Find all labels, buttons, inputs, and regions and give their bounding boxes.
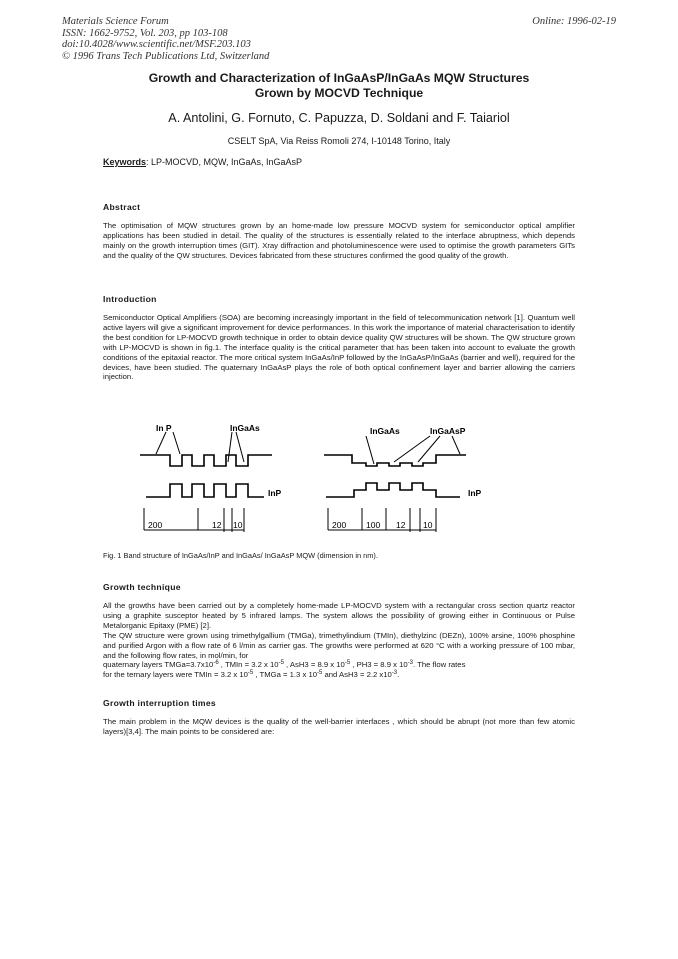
introduction-heading: Introduction: [103, 294, 157, 304]
right-dim-12: 12: [396, 520, 406, 530]
flow-rates-ternary: for the ternary layers were TMIn = 3.2 x $10^{-5}$ , TMGa = 1.3 x $10^{-5}$ and AsH3 = 2.2 $x10^{-3}$.: [103, 670, 400, 680]
growth-interruption-heading: Growth interruption times: [103, 698, 217, 708]
figure-caption: Fig. 1 Band structure of InGaAs/InP and InGaAs/ InGaAsP MQW (dimension in nm).: [103, 551, 378, 560]
journal-name: Materials Science Forum: [62, 16, 169, 27]
growth-paragraph-1: All the growths have been carried out by a completely home-made LP-MOCVD system with a rectangular cross section quartz reactor using a graphite susceptor heated by 5 infrared lamps. The system allows the possibility of growing either in Continuous or Pulse Metalorganic Epitaxy (PME) [2].: [103, 601, 575, 630]
journal-doi: doi:10.4028/www.scientific.net/MSF.203.103: [62, 39, 251, 50]
right-dim-100: 100: [366, 520, 381, 530]
left-dim-10: 10: [233, 520, 243, 530]
growth-paragraph-2: The QW structure were grown using trimethylgallium (TMGa), trimethylindium (TMIn), diethylzinc (DEZn), 100% arsine, 100% phosphine and purified Argon with a flow rate of 6 l/min as carrier gas. The growths were performed at 620 °C with a working pressure of 100 mbar, and the following flow rates, in mol/min, for: [103, 630, 575, 660]
authors: A. Antolini, G. Fornuto, C. Papuzza, D. Soldani and F. Taiariol: [168, 111, 510, 125]
right-band-diagram: [324, 436, 466, 532]
band-structure-diagram: [140, 422, 520, 540]
title-line-2: Grown by MOCVD Technique: [254, 86, 424, 100]
left-label-ingaas: InGaAs: [230, 423, 260, 433]
growth-technique-heading: Growth technique: [103, 582, 181, 592]
abstract-text: The optimisation of MQW structures grown by an home-made low pressure MOCVD system for semiconductor optical amplifier applications has been studied in detail. The quality of the structures is essentially related to the interface abruptness, which depends mainly on the growth interruption times (GIT). Xray diffraction and photoluminescence were used to optimise the growth parameters GITs and the quality of the QW structures. Devices fabricated from these structures confirmed the good quality of the growth.: [103, 221, 575, 260]
band-structure-figure: [140, 422, 520, 545]
journal-copyright: © 1996 Trans Tech Publications Ltd, Switzerland: [62, 50, 270, 62]
keywords: [103, 157, 302, 167]
left-dim-12: 12: [212, 520, 222, 530]
right-label-ingaasp: InGaAsP: [430, 426, 466, 436]
right-label-inp: InP: [468, 488, 482, 498]
growth-interruption-text: The main problem in the MQW devices is the quality of the well-barrier interfaces , which should be abrupt (not more than few atomic layers)[3,4]. The main points to be considered are:: [103, 717, 575, 736]
keywords-text: : LP-MOCVD, MQW, InGaAs, InGaAsP: [146, 157, 303, 167]
right-dim-200: 200: [332, 520, 347, 530]
flow-rates-quaternary: quaternary layers $TMGa=3.7x10^{-6}$ , TMIn = 3.2 x $10^{-5}$ , AsH3 = 8.9 x $10^{-5}$ , PH3 = 8.9 x $10^{-3}$. The flow rates: [103, 660, 466, 670]
left-label-inp-right: InP: [268, 488, 282, 498]
affiliation: CSELT SpA, Via Reiss Romoli 274, I-10148 Torino, Italy: [227, 136, 451, 146]
journal-metadata: [62, 16, 269, 62]
right-label-ingaas: InGaAs: [370, 426, 400, 436]
online-date: Online: 1996-02-19: [532, 16, 616, 27]
keywords-label: Keywords: [103, 157, 147, 167]
left-band-diagram: [140, 432, 272, 532]
growth-technique-text: [103, 601, 575, 680]
left-label-inp: In P: [156, 423, 172, 433]
introduction-text: Semiconductor Optical Amplifiers (SOA) are becoming increasingly important in the field of telecommunication network [1]. Quantum well active layers will give a significant improvement for device performances. In this work the importance of material characterisation to identify the best condition for LP-MOCVD growth technique in order to obtain device quality QW structures will be shown. The QW structure grown with LP-MOCVD is shown in fig.1. The interface quality is the critical parameter that has been taken into account to evaluate the growth conditions of the epitaxial reactor. The more critical system InGaAs/InP followed by the InGaAsP/InGaAs (barrier and well), required for the devices, have been studied. The quaternary InGaAsP plays the role of both optical confinement layer and barrier allowing the carriers injection.: [103, 313, 575, 382]
left-dim-200: 200: [148, 520, 163, 530]
title-line-1: Growth and Characterization of InGaAsP/InGaAs MQW Structures: [148, 71, 530, 85]
abstract-heading: Abstract: [103, 202, 141, 212]
paper-title: [60, 71, 618, 101]
journal-issn: ISSN: 1662-9752, Vol. 203, pp 103-108: [62, 27, 228, 39]
right-dim-10: 10: [423, 520, 433, 530]
